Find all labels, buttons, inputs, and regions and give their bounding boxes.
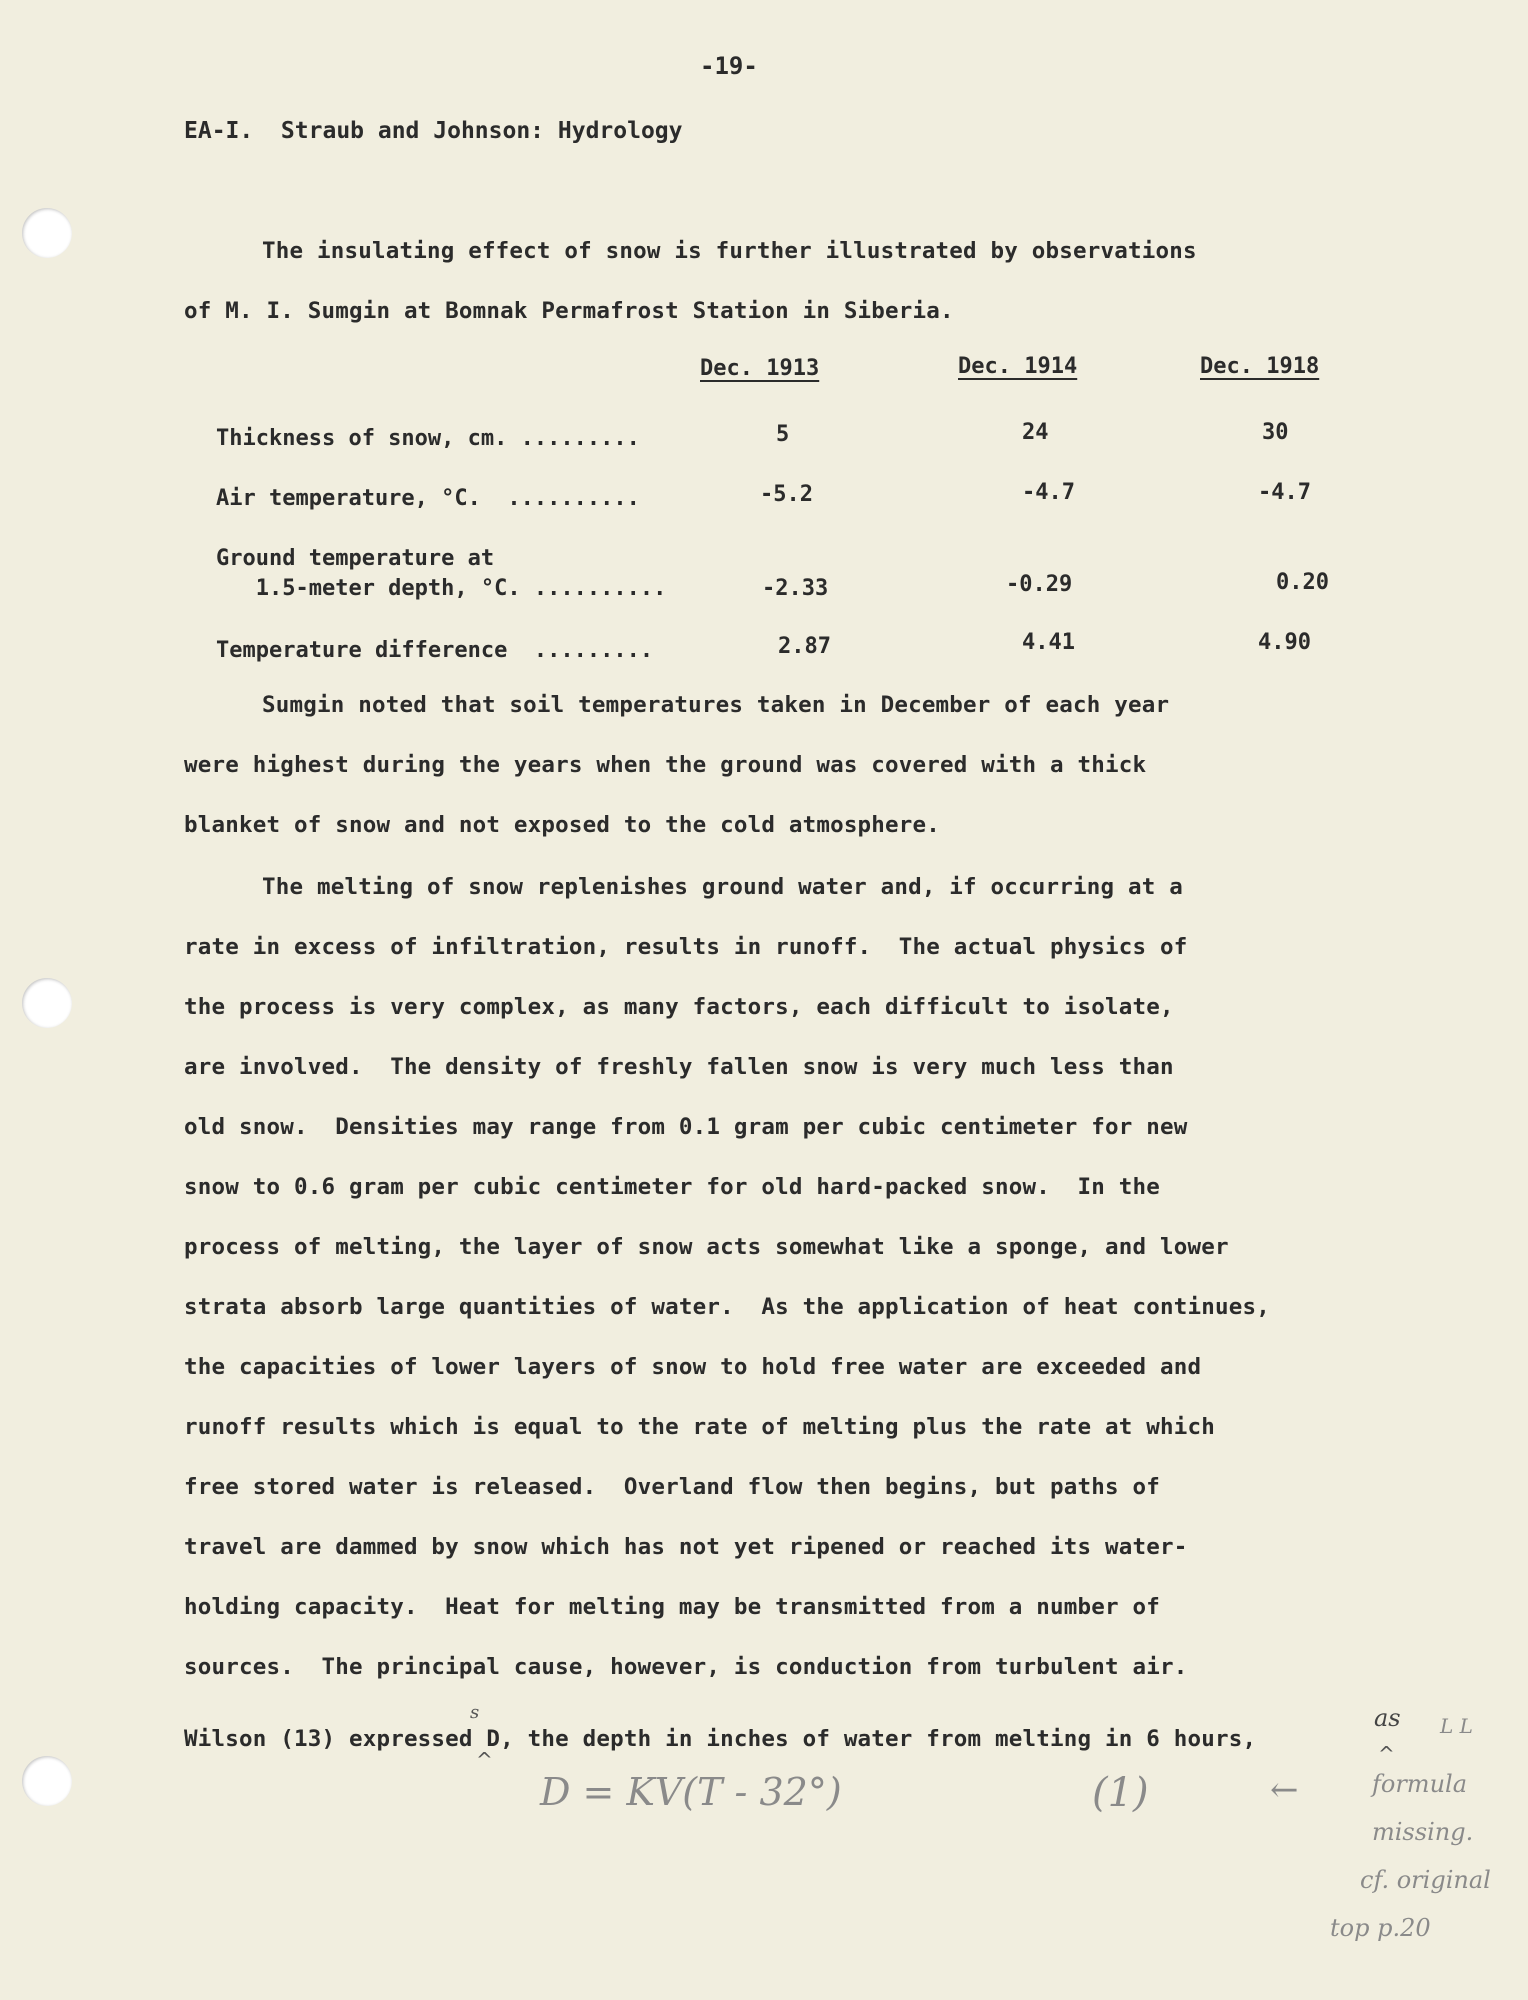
intro-line: The insulating effect of snow is further illustrated by observations <box>262 238 1197 264</box>
paragraph-line: snow to 0.6 gram per cubic centimeter for old hard-packed snow. In the <box>184 1174 1160 1200</box>
table-row-label: Thickness of snow, cm. ......... <box>216 426 640 451</box>
table-cell: -5.2 <box>760 482 813 507</box>
margin-note-line: top p.20 <box>1330 1914 1431 1942</box>
column-header-1913: Dec. 1913 <box>700 356 820 381</box>
table-cell: 30 <box>1262 420 1289 445</box>
paragraph-line: travel are dammed by snow which has not yet ripened or reached its water- <box>184 1534 1188 1560</box>
caret-mark: ^ <box>476 1748 493 1772</box>
table-cell: -4.7 <box>1258 480 1311 505</box>
table-cell: 4.90 <box>1258 630 1311 655</box>
table-row-label: Temperature difference ......... <box>216 638 654 663</box>
arrow-left-icon: ← <box>1270 1770 1299 1810</box>
margin-note-line: cf. original <box>1360 1866 1491 1894</box>
inserted-as: as <box>1374 1704 1401 1732</box>
table-cell: 24 <box>1022 420 1049 445</box>
caret-mark: ^ <box>1378 1742 1395 1766</box>
paragraph-line: old snow. Densities may range from 0.1 gram per cubic centimeter for new <box>184 1114 1188 1140</box>
intro-line: of M. I. Sumgin at Bomnak Permafrost Station in Siberia. <box>184 298 954 324</box>
table-row-label: Air temperature, °C. .......... <box>216 486 640 511</box>
paragraph-line: the capacities of lower layers of snow to hold free water are exceeded and <box>184 1354 1202 1380</box>
paragraph-line: blanket of snow and not exposed to the cold atmosphere. <box>184 812 941 838</box>
paragraph-line: strata absorb large quantities of water. As the application of heat continues, <box>184 1294 1270 1320</box>
equation-number: (1) <box>1092 1770 1149 1816</box>
paragraph-line: runoff results which is equal to the rate of melting plus the rate at which <box>184 1414 1215 1440</box>
table-cell: 0.20 <box>1276 570 1329 595</box>
margin-note-line: missing. <box>1372 1818 1474 1846</box>
margin-mark: L L <box>1440 1714 1473 1738</box>
table-cell: -0.29 <box>1006 572 1073 597</box>
paragraph-line: the process is very complex, as many factors, each difficult to isolate, <box>184 994 1174 1020</box>
paragraph-line: Sumgin noted that soil temperatures taken in December of each year <box>262 692 1170 718</box>
table-row-label: 1.5-meter depth, °C. .......... <box>216 576 667 601</box>
table-cell: 2.87 <box>778 634 831 659</box>
running-header: EA-I. Straub and Johnson: Hydrology <box>184 118 683 144</box>
margin-note-line: formula <box>1372 1770 1468 1798</box>
handwritten-formula: D = KV(T - 32°) <box>540 1770 842 1814</box>
paragraph-line: are involved. The density of freshly fallen snow is very much less than <box>184 1054 1174 1080</box>
paragraph-line: holding capacity. Heat for melting may be transmitted from a number of <box>184 1594 1160 1620</box>
binder-hole <box>22 208 72 258</box>
paragraph-line: free stored water is released. Overland flow then begins, but paths of <box>184 1474 1160 1500</box>
column-header-1918: Dec. 1918 <box>1200 354 1320 379</box>
paragraph-line: were highest during the years when the ground was covered with a thick <box>184 752 1147 778</box>
paragraph-line: process of melting, the layer of snow acts somewhat like a sponge, and lower <box>184 1234 1229 1260</box>
table-cell: 4.41 <box>1022 630 1075 655</box>
binder-hole <box>22 1756 72 1806</box>
paragraph-line: The melting of snow replenishes ground water and, if occurring at a <box>262 874 1183 900</box>
binder-hole <box>22 978 72 1028</box>
table-row-label: Ground temperature at <box>216 546 495 571</box>
paragraph-line: rate in excess of infiltration, results in runoff. The actual physics of <box>184 934 1188 960</box>
table-cell: 5 <box>776 422 790 447</box>
column-header-1914: Dec. 1914 <box>958 354 1078 379</box>
inserted-s: s <box>470 1702 480 1723</box>
paragraph-line: sources. The principal cause, however, is conduction from turbulent air. <box>184 1654 1188 1680</box>
paragraph-line: Wilson (13) expressed D, the depth in inches of water from melting in 6 hours, <box>184 1726 1257 1752</box>
table-cell: -4.7 <box>1022 480 1075 505</box>
table-cell: -2.33 <box>762 576 829 601</box>
page-number: -19- <box>700 52 758 80</box>
